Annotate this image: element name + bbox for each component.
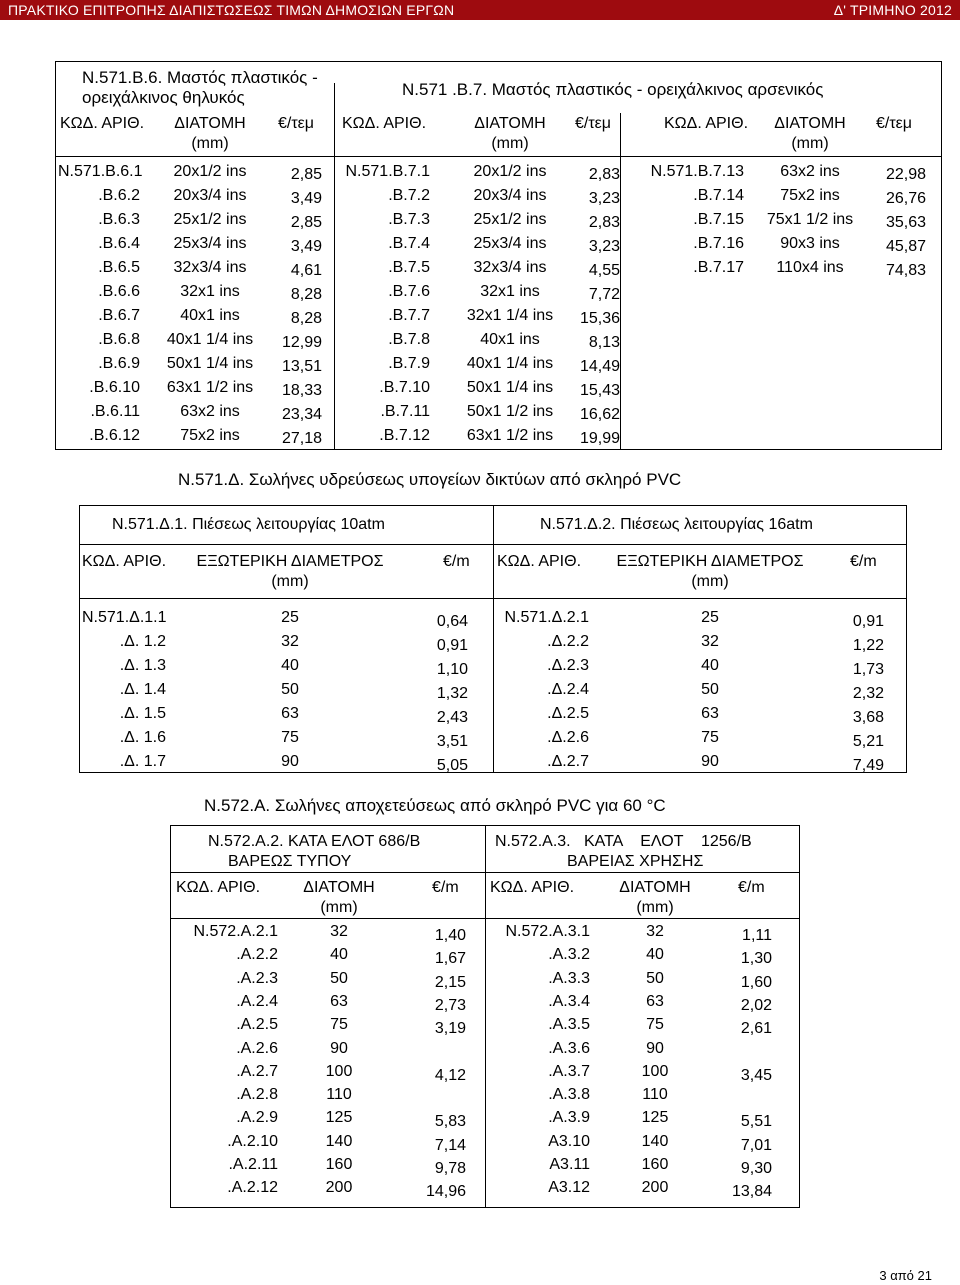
b7-code-cell: .Β.7.8: [388, 331, 430, 348]
d-title: Ν.571.Δ. Σωλήνες υδρεύσεως υπογείων δικτύων από σκληρό PVC: [178, 470, 682, 489]
b7-code-cell: .Β.7.3: [388, 211, 430, 228]
d2-subtitle: Ν.571.Δ.2. Πιέσεως λειτουργίας 16atm: [540, 516, 813, 533]
a2-size-cell: 63: [330, 992, 348, 1010]
b6-price-cell: 18,33: [281, 382, 322, 399]
d2-price-cell: 7,49: [852, 757, 884, 774]
a2-code-cell: .Α.2.9: [236, 1109, 278, 1127]
a3-price-cell: 5,51: [740, 1113, 772, 1131]
d2-code-cell: .Δ.2.5: [547, 705, 589, 722]
b6-code-cell: .Β.6.10: [89, 379, 140, 396]
d1-code-cell: Ν.571.Δ.1.1: [82, 609, 167, 626]
d2-col-dia-unit: (mm): [691, 573, 729, 590]
b7-price-cell: 15,36: [579, 310, 620, 327]
b6-code-cell: .Β.6.11: [90, 403, 140, 420]
b6-col-dim: ΔΙΑΤΟΜΗ: [174, 115, 246, 132]
b7b-code-cell: .Β.7.17: [693, 259, 744, 276]
a3-col-price: €/m: [738, 879, 765, 896]
a3-price-cell: 9,30: [740, 1160, 772, 1177]
b7-price-cell: 8,13: [588, 334, 620, 351]
b6-code-cell: .Β.6.5: [98, 259, 140, 276]
b6-divider: [334, 83, 335, 450]
b7-code-cell: .Β.7.5: [388, 259, 430, 276]
b7-size-cell: 50x1 1/4 ins: [466, 379, 554, 396]
b7b-size-cell: 75x1 1/2 ins: [766, 211, 854, 228]
b6-price-cell: 8,28: [290, 286, 322, 303]
a3-price-cell: 1,11: [742, 927, 772, 944]
d1-price-cell: 1,32: [436, 685, 468, 702]
d2-size-cell: 32: [701, 633, 719, 650]
d2-size-cell: 25: [701, 609, 719, 626]
d1-price-cell: 0,91: [436, 637, 468, 654]
d2-size-cell: 40: [701, 657, 719, 674]
d1-code-cell: .Δ. 1.7: [119, 753, 166, 770]
a3-size-cell: 40: [646, 946, 664, 964]
a2-subtitle-line2: ΒΑΡΕΩΣ ΤΥΠΟΥ: [228, 853, 352, 870]
a3-code-cell: Α3.10: [548, 1132, 590, 1150]
a2-price-cell: 3,19: [434, 1020, 466, 1038]
a3-price-cell: 2,61: [740, 1020, 772, 1038]
b7b-price-cell: 26,76: [885, 190, 926, 207]
a3-size-cell: 50: [646, 969, 664, 987]
b7b-size-cell: 63x2 ins: [780, 163, 840, 180]
a-header-rule: [170, 918, 800, 919]
d2-size-cell: 50: [701, 681, 719, 698]
b6-price-cell: 3,49: [290, 238, 322, 255]
d1-col-code: ΚΩΔ. ΑΡΙΘ.: [82, 553, 167, 570]
b6-size-cell: 20x1/2 ins: [173, 163, 247, 180]
a2-code-cell: .Α.2.3: [236, 969, 278, 987]
header-period: Δ' ΤΡΙΜΗΝΟ 2012: [833, 2, 952, 18]
a2-subtitle: Ν.572.Α.2. ΚΑΤΑ ΕΛΟΤ 686/Β: [208, 833, 421, 850]
b7b-price-cell: 45,87: [885, 238, 926, 255]
a2-size-cell: 140: [325, 1132, 353, 1150]
a3-price-cell: 2,02: [740, 996, 772, 1014]
a3-size-cell: 200: [641, 1179, 669, 1197]
a2-price-cell: 9,78: [434, 1160, 466, 1177]
a3-code-cell: .Α.3.2: [548, 946, 590, 964]
b6-code-cell: .Β.6.4: [98, 235, 140, 252]
b6-price-cell: 8,28: [290, 310, 322, 327]
d1-code-cell: .Δ. 1.4: [119, 681, 166, 698]
b6-code-cell: .Β.6.8: [98, 331, 140, 348]
a2-size-cell: 160: [325, 1156, 353, 1173]
a3-size-cell: 32: [646, 923, 664, 940]
d1-size-cell: 63: [281, 705, 299, 722]
a3-size-cell: 63: [646, 992, 664, 1010]
a3-size-cell: 125: [641, 1109, 669, 1127]
b6-size-cell: 40x1 ins: [180, 307, 240, 324]
d1-col-price: €/m: [443, 553, 470, 570]
a2-code-cell: .Α.2.12: [227, 1179, 278, 1197]
a3-code-cell: Ν.572.Α.3.1: [505, 923, 590, 940]
b7-price-cell: 2,83: [588, 214, 620, 231]
b6-code-cell: .Β.6.12: [89, 427, 140, 444]
a2-col-price: €/m: [432, 879, 459, 896]
b6-code-cell: Ν.571.Β.6.1: [58, 163, 143, 180]
a2-size-cell: 32: [330, 923, 348, 940]
d2-col-dia: ΕΞΩΤΕΡΙΚΗ ΔΙΑΜΕΤΡΟΣ: [616, 553, 804, 570]
d2-code-cell: .Δ.2.6: [547, 729, 589, 746]
d2-price-cell: 3,68: [852, 709, 884, 726]
b7-code-cell: .Β.7.10: [379, 379, 430, 396]
d2-price-cell: 1,22: [852, 637, 884, 654]
b6-code-cell: .Β.6.6: [98, 283, 140, 300]
b7-size-cell: 20x3/4 ins: [473, 187, 547, 204]
b6-code-cell: .Β.6.2: [98, 187, 140, 204]
b7-size-cell: 20x1/2 ins: [473, 163, 547, 180]
b6-price-cell: 2,85: [290, 166, 322, 183]
b7b-size-cell: 110x4 ins: [776, 259, 844, 276]
d2-code-cell: .Δ.2.7: [547, 753, 589, 770]
b7-code-cell: .Β.7.2: [388, 187, 430, 204]
b6-size-cell: 32x3/4 ins: [173, 259, 247, 276]
b7-price-cell: 14,49: [579, 358, 620, 375]
d2-size-cell: 90: [701, 753, 719, 770]
a2-size-cell: 125: [325, 1109, 353, 1127]
d2-size-cell: 63: [701, 705, 719, 722]
b6-col-code: ΚΩΔ. ΑΡΙΘ.: [60, 115, 145, 132]
b7-divider: [620, 113, 621, 450]
b6-code-cell: .Β.6.3: [98, 211, 140, 228]
b7b-col-dim: ΔΙΑΤΟΜΗ: [774, 115, 846, 132]
b7b-size-cell: 75x2 ins: [780, 187, 840, 204]
b6-title-line2: ορειχάλκινος θηλυκός: [82, 88, 245, 107]
a2-price-cell: 5,83: [434, 1113, 466, 1131]
b6-b7-header-rule: [55, 156, 942, 157]
a3-size-cell: 110: [642, 1086, 668, 1104]
b7-col-dim-unit: (mm): [491, 135, 529, 152]
a3-subtitle-line2: ΒΑΡΕΙΑΣ ΧΡΗΣΗΣ: [567, 853, 704, 870]
b7b-size-cell: 90x3 ins: [780, 235, 840, 252]
b7-price-cell: 4,55: [588, 262, 620, 279]
d1-size-cell: 50: [281, 681, 299, 698]
a3-size-cell: 160: [641, 1156, 669, 1173]
d-sub-rule: [79, 544, 907, 545]
b7-code-cell: .Β.7.7: [388, 307, 430, 324]
a2-code-cell: .Α.2.10: [227, 1132, 278, 1150]
b7b-price-cell: 22,98: [885, 166, 926, 183]
b6-title: Ν.571.Β.6. Μαστός πλαστικός -: [82, 68, 318, 87]
d1-price-cell: 0,64: [436, 613, 468, 630]
b7b-price-cell: 35,63: [885, 214, 926, 231]
a3-code-cell: .Α.3.6: [548, 1039, 590, 1057]
a2-price-cell: 7,14: [434, 1136, 466, 1154]
a2-code-cell: .Α.2.11: [228, 1156, 278, 1173]
d2-price-cell: 2,32: [852, 685, 884, 702]
b6-code-cell: .Β.6.7: [98, 307, 140, 324]
b7-size-cell: 40x1 1/4 ins: [466, 355, 554, 372]
b6-size-cell: 50x1 1/4 ins: [166, 355, 254, 372]
b7-size-cell: 25x1/2 ins: [473, 211, 547, 228]
b7b-col-dim-unit: (mm): [791, 135, 829, 152]
d1-subtitle: Ν.571.Δ.1. Πιέσεως λειτουργίας 10atm: [112, 516, 385, 533]
d2-price-cell: 5,21: [852, 733, 884, 750]
d1-code-cell: .Δ. 1.6: [119, 729, 166, 746]
a3-code-cell: .Α.3.4: [548, 992, 590, 1010]
d1-code-cell: .Δ. 1.2: [119, 633, 166, 650]
a2-price-cell: 4,12: [434, 1066, 466, 1084]
d2-code-cell: .Δ.2.3: [547, 657, 589, 674]
d1-price-cell: 2,43: [436, 709, 468, 726]
d1-size-cell: 40: [281, 657, 299, 674]
a2-code-cell: Ν.572.Α.2.1: [193, 923, 278, 940]
b6-price-cell: 4,61: [290, 262, 322, 279]
b7b-code-cell: .Β.7.14: [693, 187, 744, 204]
b6-size-cell: 25x1/2 ins: [173, 211, 247, 228]
a2-size-cell: 75: [330, 1016, 348, 1034]
b7-code-cell: .Β.7.9: [388, 355, 430, 372]
b7-price-cell: 19,99: [579, 430, 620, 447]
b6-size-cell: 20x3/4 ins: [173, 187, 247, 204]
a2-code-cell: .Α.2.7: [236, 1062, 278, 1080]
a2-price-cell: 1,40: [434, 927, 466, 944]
d1-size-cell: 75: [281, 729, 299, 746]
a3-price-cell: 13,84: [731, 1183, 772, 1201]
a2-col-code: ΚΩΔ. ΑΡΙΘ.: [176, 879, 261, 896]
b6-size-cell: 75x2 ins: [180, 427, 240, 444]
b7-col-dim: ΔΙΑΤΟΜΗ: [474, 115, 546, 132]
d1-code-cell: .Δ. 1.5: [119, 705, 166, 722]
b7-size-cell: 63x1 1/2 ins: [466, 427, 554, 444]
b6-price-cell: 23,34: [281, 406, 322, 423]
b6-price-cell: 27,18: [281, 430, 322, 447]
a2-col-dim-unit: (mm): [320, 899, 358, 916]
a3-price-cell: 1,30: [740, 950, 772, 968]
a3-code-cell: Α3.11: [549, 1156, 590, 1173]
b7-col-code: ΚΩΔ. ΑΡΙΘ.: [342, 115, 427, 132]
d2-size-cell: 75: [701, 729, 719, 746]
d1-size-cell: 25: [281, 609, 299, 626]
d2-code-cell: .Δ.2.4: [547, 681, 589, 698]
a3-code-cell: .Α.3.7: [548, 1062, 590, 1080]
a2-code-cell: .Α.2.2: [236, 946, 278, 964]
b6-size-cell: 63x2 ins: [180, 403, 240, 420]
d2-col-code: ΚΩΔ. ΑΡΙΘ.: [497, 553, 582, 570]
a-divider: [485, 825, 486, 1208]
d1-price-cell: 3,51: [436, 733, 468, 750]
a2-code-cell: .Α.2.6: [236, 1039, 278, 1057]
a-title: Ν.572.Α. Σωλήνες αποχετεύσεως από σκληρό PVC για 60 °C: [204, 796, 666, 815]
b7-size-cell: 50x1 1/2 ins: [466, 403, 554, 420]
a2-price-cell: 2,15: [434, 973, 466, 991]
b6-col-dim-unit: (mm): [191, 135, 229, 152]
a3-size-cell: 75: [646, 1016, 664, 1034]
a3-code-cell: .Α.3.8: [548, 1086, 590, 1104]
b6-size-cell: 63x1 1/2 ins: [166, 379, 254, 396]
b7-code-cell: .Β.7.6: [388, 283, 430, 300]
b6-code-cell: .Β.6.9: [98, 355, 140, 372]
a3-price-cell: 7,01: [740, 1136, 772, 1154]
a3-size-cell: 140: [641, 1132, 669, 1150]
b6-size-cell: 32x1 ins: [180, 283, 240, 300]
b6-price-cell: 12,99: [281, 334, 322, 351]
b6-price-cell: 13,51: [281, 358, 322, 375]
a2-size-cell: 50: [330, 969, 348, 987]
b7-code-cell: .Β.7.11: [380, 403, 430, 420]
d1-size-cell: 32: [281, 633, 299, 650]
a3-col-code: ΚΩΔ. ΑΡΙΘ.: [490, 879, 575, 896]
a2-size-cell: 200: [325, 1179, 353, 1197]
b6-size-cell: 40x1 1/4 ins: [166, 331, 254, 348]
d2-code-cell: Ν.571.Δ.2.1: [504, 609, 589, 626]
a3-code-cell: .Α.3.3: [548, 969, 590, 987]
b7-code-cell: .Β.7.4: [388, 235, 430, 252]
b7b-code-cell: .Β.7.16: [693, 235, 744, 252]
d2-price-cell: 0,91: [852, 613, 884, 630]
b7-code-cell: .Β.7.12: [379, 427, 430, 444]
a2-size-cell: 90: [330, 1039, 348, 1057]
b6-price-cell: 3,49: [290, 190, 322, 207]
b7-price-cell: 16,62: [579, 406, 620, 423]
a3-col-dim-unit: (mm): [636, 899, 674, 916]
a2-price-cell: 2,73: [434, 996, 466, 1014]
b6-price-cell: 2,85: [290, 214, 322, 231]
d1-code-cell: .Δ. 1.3: [119, 657, 166, 674]
b7-size-cell: 25x3/4 ins: [473, 235, 547, 252]
b7b-code-cell: .Β.7.15: [693, 211, 744, 228]
b7-size-cell: 40x1 ins: [480, 331, 540, 348]
d1-price-cell: 1,10: [436, 661, 468, 678]
a2-code-cell: .Α.2.5: [236, 1016, 278, 1034]
a3-price-cell: 1,60: [740, 973, 772, 991]
b6-col-price: €/τεμ: [278, 115, 315, 132]
a2-code-cell: .Α.2.4: [236, 992, 278, 1010]
a2-code-cell: .Α.2.8: [236, 1086, 278, 1104]
a2-size-cell: 40: [330, 946, 348, 964]
b7-price-cell: 7,72: [588, 286, 620, 303]
b6-size-cell: 25x3/4 ins: [173, 235, 247, 252]
a2-size-cell: 110: [326, 1086, 352, 1104]
a-sub-rule: [170, 872, 800, 873]
a3-code-cell: .Α.3.5: [548, 1016, 590, 1034]
b7b-col-code: ΚΩΔ. ΑΡΙΘ.: [664, 115, 749, 132]
a3-price-cell: 3,45: [740, 1066, 772, 1084]
b7-price-cell: 2,83: [588, 166, 620, 183]
a2-col-dim: ΔΙΑΤΟΜΗ: [303, 879, 375, 896]
b7-size-cell: 32x3/4 ins: [473, 259, 547, 276]
d2-price-cell: 1,73: [852, 661, 884, 678]
b7-col-price: €/τεμ: [575, 115, 612, 132]
b7b-code-cell: Ν.571.Β.7.13: [650, 163, 744, 180]
a3-size-cell: 90: [646, 1039, 664, 1057]
d-divider: [493, 505, 494, 773]
b7-size-cell: 32x1 ins: [480, 283, 540, 300]
a2-price-cell: 14,96: [425, 1183, 466, 1201]
d1-price-cell: 5,05: [436, 757, 468, 774]
header-title: ΠΡΑΚΤΙΚΟ ΕΠΙΤΡΟΠΗΣ ΔΙΑΠΙΣΤΩΣΕΩΣ ΤΙΜΩΝ ΔΗΜΟΣΙΩΝ ΕΡΓΩΝ: [8, 2, 455, 18]
d1-col-dia: ΕΞΩΤΕΡΙΚΗ ΔΙΑΜΕΤΡΟΣ: [196, 553, 384, 570]
d1-size-cell: 90: [281, 753, 299, 770]
a3-col-dim: ΔΙΑΤΟΜΗ: [619, 879, 691, 896]
b7-title: Ν.571 .Β.7. Μαστός πλαστικός - ορειχάλκινος αρσενικός: [402, 80, 824, 99]
b7-price-cell: 15,43: [579, 382, 620, 399]
d1-col-dia-unit: (mm): [271, 573, 309, 590]
a3-code-cell: .Α.3.9: [548, 1109, 590, 1127]
b7b-col-price: €/τεμ: [876, 115, 913, 132]
d-header-rule: [79, 598, 907, 599]
b7-size-cell: 32x1 1/4 ins: [466, 307, 554, 324]
b7-code-cell: Ν.571.Β.7.1: [345, 163, 430, 180]
a3-subtitle: Ν.572.Α.3. ΚΑΤΑ ΕΛΟΤ 1256/Β: [495, 833, 752, 850]
d2-code-cell: .Δ.2.2: [547, 633, 589, 650]
d2-col-price: €/m: [850, 553, 877, 570]
b7-price-cell: 3,23: [588, 238, 620, 255]
page-number: 3 από 21: [879, 1268, 932, 1283]
a2-size-cell: 100: [325, 1062, 353, 1080]
a3-code-cell: Α3.12: [548, 1179, 590, 1197]
a2-price-cell: 1,67: [434, 950, 466, 968]
a3-size-cell: 100: [641, 1062, 669, 1080]
b7-price-cell: 3,23: [588, 190, 620, 207]
b7b-price-cell: 74,83: [885, 262, 926, 279]
